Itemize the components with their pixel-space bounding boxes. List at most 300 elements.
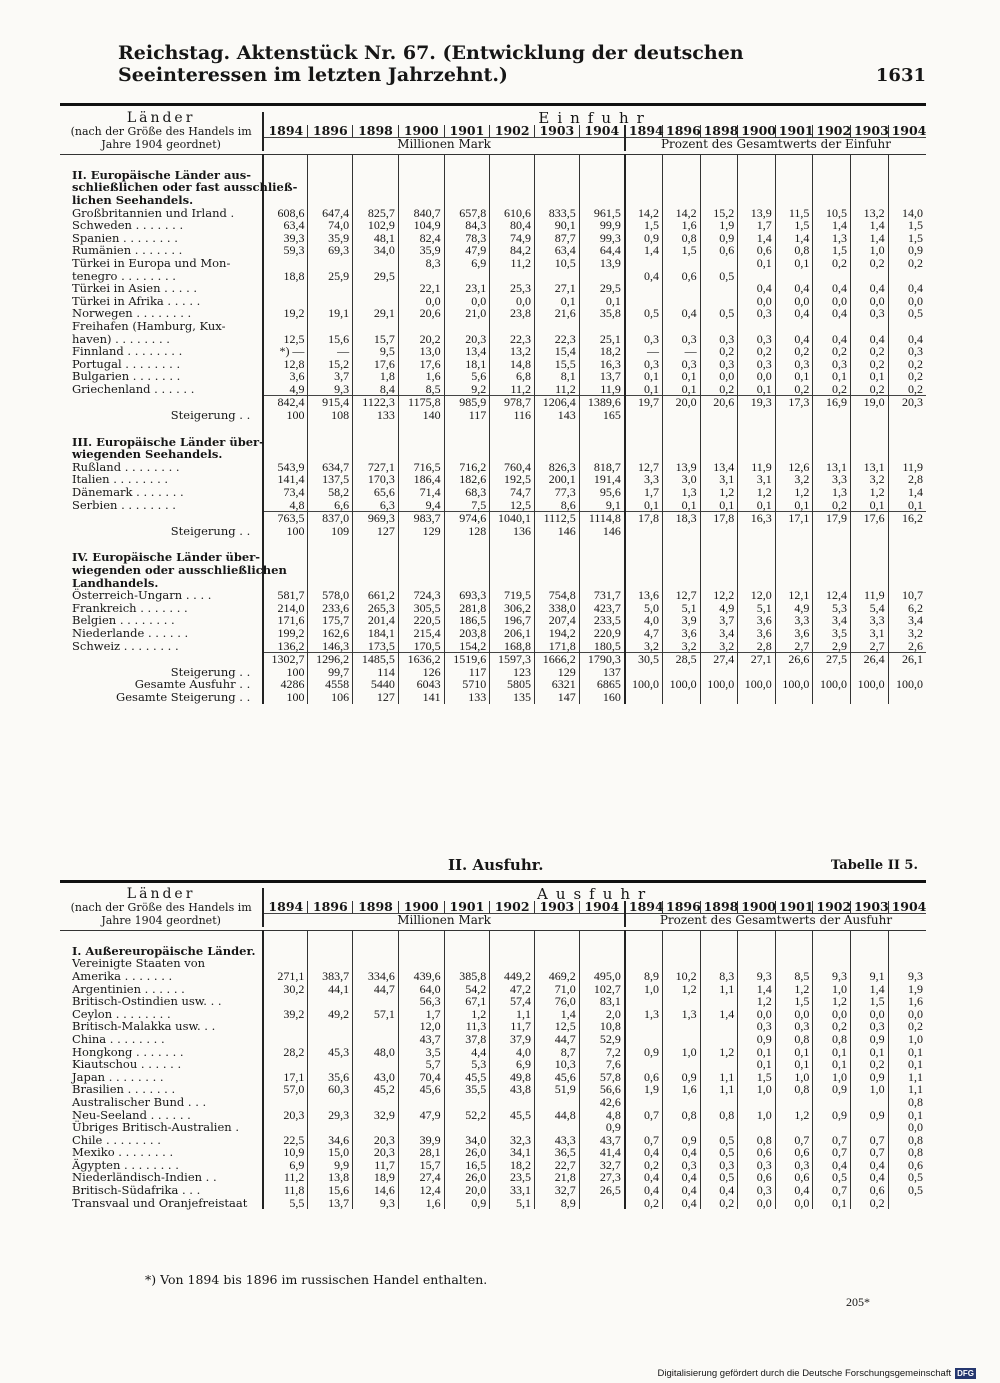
percent-cell: 1,1: [888, 1083, 926, 1096]
value-cell: 10,5: [535, 257, 580, 270]
country-label: [60, 512, 263, 525]
value-cell: 1175,8: [398, 396, 444, 409]
value-cell: 135: [490, 691, 535, 704]
percent-cell: 0,2: [700, 383, 738, 396]
value-cell: 43,3: [534, 1134, 579, 1147]
spacer-cell: [353, 422, 399, 436]
percent-cell: 0,9: [888, 244, 926, 257]
spacer-cell: [579, 537, 625, 551]
value-cell: 17,1: [263, 1071, 308, 1084]
percent-cell: [663, 320, 701, 333]
value-cell: 13,9: [579, 257, 625, 270]
percent-cell: [625, 1020, 663, 1033]
percent-cell: 0,1: [700, 499, 738, 512]
footnote: *) Von 1894 bis 1896 im russischen Handel enthalten.: [145, 1272, 488, 1287]
value-cell: 175,7: [308, 614, 353, 627]
value-cell: 17,6: [353, 358, 399, 371]
percent-cell: 0,2: [888, 370, 926, 383]
value-cell: 0,9: [579, 1121, 625, 1134]
value-cell: 71,0: [534, 983, 579, 996]
percent-cell: [888, 691, 926, 704]
data-row: [60, 409, 926, 422]
value-cell: [353, 1033, 399, 1046]
group-title: Einfuhr: [263, 112, 926, 125]
dfg-credit: [658, 1368, 977, 1379]
value-cell: 1206,4: [535, 396, 580, 409]
spacer-cell: [625, 155, 663, 169]
value-cell: 20,6: [398, 307, 444, 320]
value-cell: 133: [444, 691, 490, 704]
percent-cell: 0,5: [813, 1171, 851, 1184]
value-cell: 137: [579, 666, 625, 679]
percent-cell: 0,9: [850, 1071, 888, 1084]
empty-cell: [813, 169, 851, 182]
percent-cell: 0,0: [888, 1121, 926, 1134]
value-cell: 137,5: [308, 473, 353, 486]
value-cell: [308, 1033, 353, 1046]
value-cell: 186,5: [444, 614, 490, 627]
page-header-title: Reichstag. Aktenstück Nr. 67. (Entwicklung der deutschen Seeinteressen im letzten Jahrzehnt.): [118, 42, 744, 86]
value-cell: 100: [263, 666, 308, 679]
percent-cell: 3,3: [850, 614, 888, 627]
percent-cell: 0,4: [888, 333, 926, 346]
empty-cell: [353, 181, 399, 194]
value-cell: 27,4: [398, 1171, 444, 1184]
year-header: 1894: [263, 125, 308, 138]
percent-cell: [738, 1096, 776, 1109]
value-cell: 15,6: [308, 1184, 353, 1197]
value-cell: 44,7: [534, 1033, 579, 1046]
percent-cell: 3,6: [738, 627, 776, 640]
empty-cell: [353, 194, 399, 207]
value-cell: 15,0: [308, 1146, 353, 1159]
value-cell: 32,7: [579, 1159, 625, 1172]
percent-cell: [888, 320, 926, 333]
data-row: [60, 282, 926, 295]
value-cell: 13,7: [308, 1197, 353, 1210]
value-cell: 26,5: [579, 1184, 625, 1197]
ausfuhr-rule: [60, 880, 926, 883]
spacer-cell: [738, 537, 776, 551]
value-cell: 4,8: [263, 499, 308, 512]
col-sublabel: (nach der Größe des Handels im Jahre 1904 geordnet): [70, 124, 252, 151]
percent-cell: 0,5: [700, 1171, 738, 1184]
value-cell: 196,7: [490, 614, 535, 627]
value-cell: 578,0: [308, 589, 353, 602]
percent-cell: 0,8: [738, 1134, 776, 1147]
percent-cell: 3,1: [850, 627, 888, 640]
percent-cell: 0,3: [663, 358, 701, 371]
spacer-cell: [850, 422, 888, 436]
value-cell: 449,2: [490, 970, 535, 983]
year-header: 1896: [663, 901, 701, 914]
value-cell: [353, 1096, 399, 1109]
percent-cell: 0,6: [738, 244, 776, 257]
spacer-cell: [263, 931, 308, 945]
country-label: Chile . . . . . . . .: [72, 1132, 161, 1147]
value-cell: 35,6: [308, 1071, 353, 1084]
spacer-cell: [60, 422, 263, 436]
country-label: Transvaal und Oranjefreistaat: [72, 1195, 248, 1210]
value-cell: 11,7: [353, 1159, 399, 1172]
value-cell: 29,1: [353, 307, 399, 320]
value-cell: 5440: [353, 678, 399, 691]
empty-cell: [700, 436, 738, 449]
value-cell: 0,9: [444, 1197, 490, 1210]
value-cell: 9,4: [398, 499, 444, 512]
country-label: Griechenland . . . . . .: [72, 382, 195, 397]
percent-cell: [663, 1033, 701, 1046]
value-cell: 133: [353, 409, 399, 422]
percent-cell: 30,5: [625, 653, 663, 666]
value-cell: 22,3: [490, 333, 535, 346]
spacer-cell: [579, 155, 625, 169]
value-cell: 10,8: [579, 1020, 625, 1033]
percent-cell: 0,4: [850, 1159, 888, 1172]
value-cell: 13,4: [444, 345, 490, 358]
percent-cell: 0,8: [813, 1033, 851, 1046]
value-cell: 56,3: [398, 995, 444, 1008]
empty-cell: [775, 564, 813, 577]
percent-cell: 0,0: [738, 370, 776, 383]
empty-cell: [700, 564, 738, 577]
empty-cell: [308, 169, 353, 182]
percent-cell: 16,9: [813, 396, 851, 409]
percent-cell: 3,2: [850, 473, 888, 486]
percent-cell: 0,1: [775, 1046, 813, 1059]
section-heading: I. Außereuropäische Länder.: [72, 943, 256, 958]
value-cell: 45,2: [353, 1083, 399, 1096]
year-header: 1903: [535, 125, 580, 138]
spacer-cell: [813, 422, 851, 436]
percent-cell: [700, 1096, 738, 1109]
percent-cell: 1,4: [738, 232, 776, 245]
value-cell: 7,6: [579, 1058, 625, 1071]
empty-cell: [663, 564, 701, 577]
percent-cell: [700, 691, 738, 704]
value-cell: 647,4: [308, 207, 353, 220]
empty-cell: [663, 194, 701, 207]
percent-cell: 17,6: [850, 512, 888, 525]
value-cell: [308, 320, 353, 333]
value-cell: 109: [308, 525, 353, 538]
value-cell: [444, 1121, 490, 1134]
percent-cell: [625, 1096, 663, 1109]
value-cell: 71,4: [398, 486, 444, 499]
percent-cell: [625, 1121, 663, 1134]
data-row: [60, 1096, 926, 1109]
spacer-cell: [663, 931, 701, 945]
value-cell: 129: [535, 666, 580, 679]
spacer-cell: [700, 931, 738, 945]
percent-cell: 0,0: [700, 370, 738, 383]
percent-cell: 0,0: [775, 1197, 813, 1210]
value-cell: 18,2: [490, 1159, 535, 1172]
percent-cell: 1,0: [813, 1071, 851, 1084]
percent-cell: 0,0: [738, 1008, 776, 1021]
value-cell: 35,9: [398, 244, 444, 257]
value-cell: 95,6: [579, 486, 625, 499]
percent-cell: 0,4: [813, 307, 851, 320]
country-label: Japan . . . . . . . .: [72, 1069, 164, 1084]
percent-cell: [625, 525, 663, 538]
percent-cell: —: [625, 345, 663, 358]
empty-cell: [308, 448, 353, 461]
spacer-cell: [60, 931, 263, 945]
percent-cell: 0,1: [738, 257, 776, 270]
value-cell: 43,7: [579, 1134, 625, 1147]
value-cell: 45,5: [444, 1071, 490, 1084]
empty-cell: [490, 551, 535, 564]
percent-cell: 0,2: [850, 383, 888, 396]
value-cell: 27,3: [579, 1171, 625, 1184]
percent-cell: 3,2: [663, 640, 701, 653]
empty-cell: [625, 436, 663, 449]
data-row: [60, 320, 926, 333]
percent-cell: 0,1: [738, 499, 776, 512]
data-row: [60, 691, 926, 704]
percent-cell: 11,9: [888, 461, 926, 474]
percent-cell: 9,3: [813, 970, 851, 983]
value-cell: 49,8: [490, 1071, 535, 1084]
value-cell: 83,1: [579, 995, 625, 1008]
value-cell: 969,3: [353, 512, 399, 525]
value-cell: 146: [579, 525, 625, 538]
value-cell: 1296,2: [308, 653, 353, 666]
value-cell: 1389,6: [579, 396, 625, 409]
percent-cell: 0,2: [888, 383, 926, 396]
value-cell: 18,9: [353, 1171, 399, 1184]
percent-cell: 0,2: [625, 1159, 663, 1172]
spacer-cell: [579, 931, 625, 945]
value-cell: 171,8: [535, 640, 580, 653]
value-cell: 25,3: [490, 282, 535, 295]
empty-cell: [700, 551, 738, 564]
percent-cell: 0,1: [850, 499, 888, 512]
value-cell: 4,4: [444, 1046, 490, 1059]
einfuhr-table: [60, 109, 927, 704]
value-cell: 203,8: [444, 627, 490, 640]
year-header: 1903: [850, 125, 888, 138]
percent-cell: 8,3: [700, 970, 738, 983]
percent-cell: 0,2: [775, 383, 813, 396]
percent-cell: 1,2: [738, 486, 776, 499]
percent-cell: 0,2: [625, 1197, 663, 1210]
empty-cell: [534, 945, 579, 958]
empty-cell: [398, 945, 444, 958]
percent-cell: 0,2: [850, 358, 888, 371]
percent-cell: 1,5: [850, 995, 888, 1008]
value-cell: 12,5: [490, 499, 535, 512]
percent-cell: 0,7: [813, 1134, 851, 1147]
percent-cell: 1,6: [888, 995, 926, 1008]
value-cell: 15,6: [308, 333, 353, 346]
empty-cell: [775, 194, 813, 207]
value-cell: 64,4: [579, 244, 625, 257]
value-cell: 1,2: [444, 1008, 490, 1021]
empty-cell: [579, 945, 625, 958]
value-cell: 58,2: [308, 486, 353, 499]
year-header: 1903: [534, 901, 579, 914]
value-cell: 154,2: [444, 640, 490, 653]
year-header: 1901: [775, 901, 813, 914]
percent-cell: 0,0: [850, 1008, 888, 1021]
percent-cell: 100,0: [663, 678, 701, 691]
empty-cell: [888, 564, 926, 577]
year-header: 1904: [888, 125, 926, 138]
spacer-cell: [535, 537, 580, 551]
percent-cell: 0,1: [813, 1058, 851, 1071]
year-header: 1901: [444, 901, 490, 914]
value-cell: 11,9: [579, 383, 625, 396]
value-cell: 90,1: [535, 219, 580, 232]
value-cell: 11,8: [263, 1184, 308, 1197]
value-cell: 165: [579, 409, 625, 422]
value-cell: [263, 995, 308, 1008]
empty-cell: [579, 551, 625, 564]
percent-cell: [813, 1121, 851, 1134]
empty-cell: [308, 564, 353, 577]
percent-cell: 16,3: [738, 512, 776, 525]
value-cell: 147: [535, 691, 580, 704]
empty-cell: [490, 194, 535, 207]
percent-cell: 3,9: [663, 614, 701, 627]
spacer-cell: [700, 155, 738, 169]
value-cell: 826,3: [535, 461, 580, 474]
percent-cell: [813, 409, 851, 422]
percent-cell: 0,3: [700, 1159, 738, 1172]
percent-cell: [775, 409, 813, 422]
year-header: 1904: [579, 125, 625, 138]
empty-cell: [775, 169, 813, 182]
spacer-cell: [888, 537, 926, 551]
percent-cell: 0,0: [850, 295, 888, 308]
percent-cell: 28,5: [663, 653, 701, 666]
percent-cell: 17,8: [625, 512, 663, 525]
empty-cell: [308, 194, 353, 207]
section-heading: wiegenden Seehandels.: [72, 447, 223, 462]
value-cell: 100: [263, 409, 308, 422]
percent-cell: 1,2: [775, 1109, 813, 1122]
percent-cell: 1,3: [663, 486, 701, 499]
value-cell: 11,3: [444, 1020, 490, 1033]
percent-cell: 1,4: [888, 486, 926, 499]
value-cell: 64,0: [398, 983, 444, 996]
value-cell: 5,7: [398, 1058, 444, 1071]
unit-mark: Millionen Mark: [263, 914, 625, 927]
value-cell: 25,9: [308, 270, 353, 283]
value-cell: 978,7: [490, 396, 535, 409]
percent-cell: 3,0: [663, 473, 701, 486]
percent-cell: 0,5: [700, 270, 738, 283]
spacer-cell: [263, 537, 308, 551]
percent-cell: [775, 1096, 813, 1109]
percent-cell: 8,9: [625, 970, 663, 983]
percent-cell: 0,0: [738, 295, 776, 308]
value-cell: [444, 320, 490, 333]
value-cell: 8,5: [398, 383, 444, 396]
value-cell: 74,9: [490, 232, 535, 245]
value-cell: 439,6: [398, 970, 444, 983]
percent-cell: 2,7: [775, 640, 813, 653]
percent-cell: 0,9: [663, 1134, 701, 1147]
value-cell: 33,1: [490, 1184, 535, 1197]
percent-cell: 0,6: [775, 1171, 813, 1184]
data-row: [60, 486, 926, 499]
value-cell: 43,0: [353, 1071, 399, 1084]
value-cell: 8,7: [534, 1046, 579, 1059]
value-cell: 974,6: [444, 512, 490, 525]
spacer-cell: [353, 931, 399, 945]
empty-cell: [398, 448, 444, 461]
value-cell: 104,9: [398, 219, 444, 232]
spacer-cell: [490, 422, 535, 436]
percent-cell: 4,9: [700, 602, 738, 615]
page-number: 1631: [875, 65, 926, 86]
value-cell: [490, 320, 535, 333]
value-cell: 140: [398, 409, 444, 422]
value-cell: 4286: [263, 678, 308, 691]
value-cell: 12,8: [263, 358, 308, 371]
spacer-cell: [444, 422, 490, 436]
percent-cell: [738, 1121, 776, 1134]
percent-cell: 1,0: [663, 1046, 701, 1059]
value-cell: 8,9: [534, 1197, 579, 1210]
year-header: 1901: [444, 125, 490, 138]
value-cell: 271,1: [263, 970, 308, 983]
value-cell: 265,3: [353, 602, 399, 615]
percent-cell: 0,2: [775, 345, 813, 358]
percent-cell: 0,8: [663, 1109, 701, 1122]
value-cell: 207,4: [535, 614, 580, 627]
empty-cell: [813, 181, 851, 194]
data-row: [60, 1184, 926, 1197]
percent-cell: [813, 320, 851, 333]
value-cell: 44,8: [534, 1109, 579, 1122]
value-cell: 7,2: [579, 1046, 625, 1059]
spacer-cell: [579, 422, 625, 436]
percent-cell: 19,0: [850, 396, 888, 409]
value-cell: 162,6: [308, 627, 353, 640]
percent-cell: 0,3: [850, 1020, 888, 1033]
section-heading: Landhandels.: [72, 575, 159, 590]
percent-cell: [700, 995, 738, 1008]
value-cell: 32,3: [490, 1134, 535, 1147]
country-label: haven) . . . . . . . .: [72, 331, 170, 346]
value-cell: [444, 1096, 490, 1109]
value-cell: 1485,5: [353, 653, 399, 666]
percent-cell: 0,1: [738, 383, 776, 396]
empty-cell: [888, 194, 926, 207]
value-cell: 543,9: [263, 461, 308, 474]
country-label: Freihafen (Hamburg, Kux-: [72, 318, 226, 333]
year-header: 1894: [625, 125, 663, 138]
percent-cell: 4,9: [775, 602, 813, 615]
spacer-cell: [308, 155, 353, 169]
value-cell: 763,5: [263, 512, 308, 525]
empty-cell: [738, 551, 776, 564]
percent-cell: 3,1: [700, 473, 738, 486]
percent-cell: [700, 282, 738, 295]
value-cell: 657,8: [444, 207, 490, 220]
percent-cell: 0,1: [663, 370, 701, 383]
percent-cell: 0,3: [625, 358, 663, 371]
empty-cell: [813, 945, 851, 958]
country-label: Gesamte Steigerung . .: [116, 689, 251, 704]
empty-cell: [398, 194, 444, 207]
empty-cell: [444, 945, 490, 958]
empty-cell: [398, 436, 444, 449]
